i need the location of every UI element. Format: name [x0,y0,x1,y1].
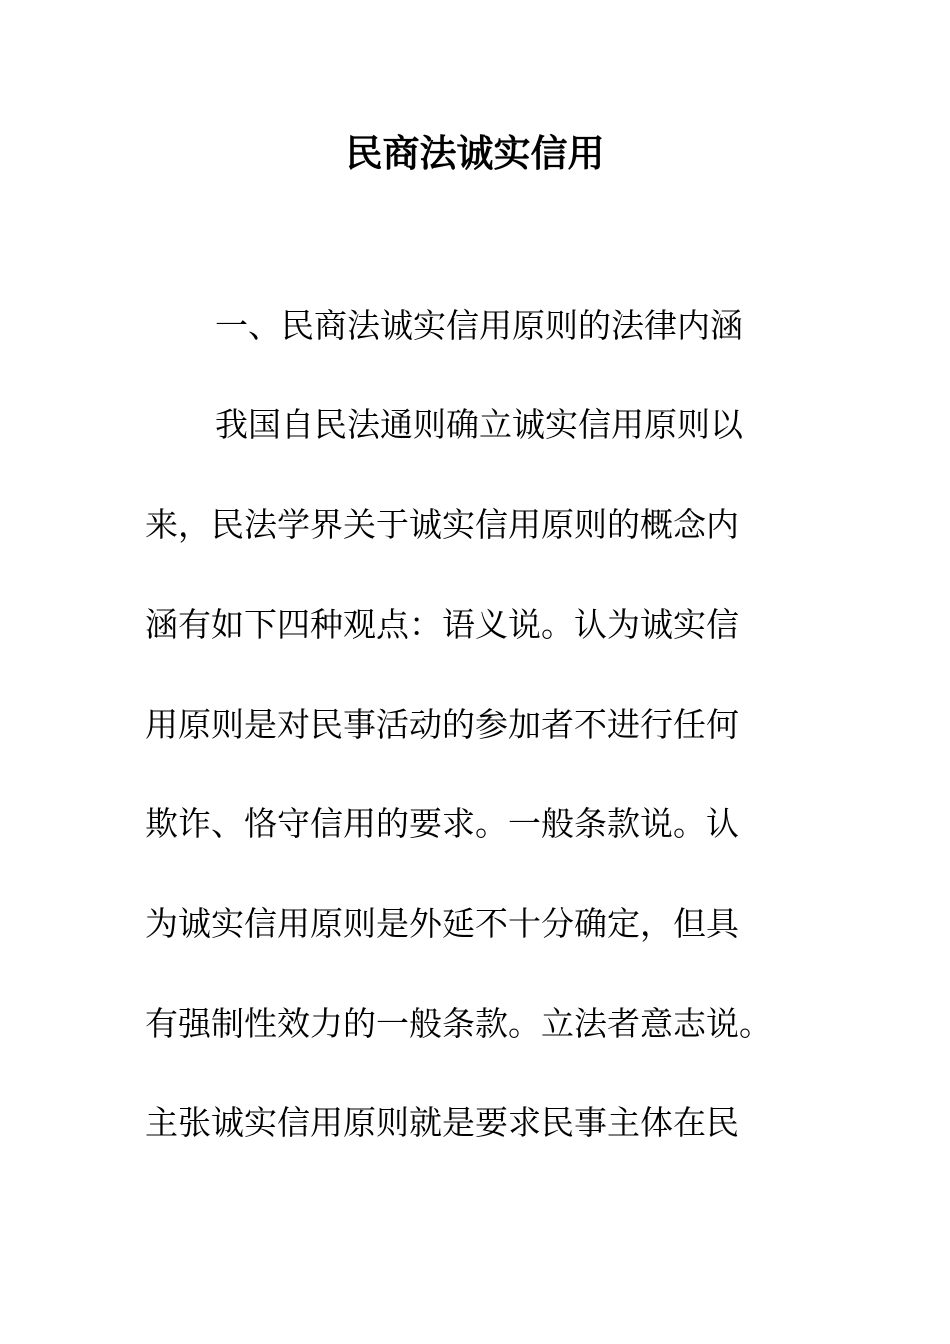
document-title: 民商法诚实信用 [345,131,605,175]
paragraph-line: 有强制性效力的一般条款。立法者意志说。 [145,1004,772,1043]
paragraph-line: 欺诈、恪守信用的要求。一般条款说。认 [145,804,739,843]
paragraph-line: 为诚实信用原则是外延不十分确定，但具 [145,904,739,943]
paragraph-line: 我国自民法通则确立诚实信用原则以 [215,405,743,444]
paragraph-line: 来，民法学界关于诚实信用原则的概念内 [145,505,739,544]
paragraph-line: 主张诚实信用原则就是要求民事主体在民 [145,1103,739,1142]
paragraph-line: 涵有如下四种观点：语义说。认为诚实信 [145,605,739,644]
section-heading: 一、民商法诚实信用原则的法律内涵 [215,306,743,345]
paragraph-line: 用原则是对民事活动的参加者不进行任何 [145,705,739,744]
